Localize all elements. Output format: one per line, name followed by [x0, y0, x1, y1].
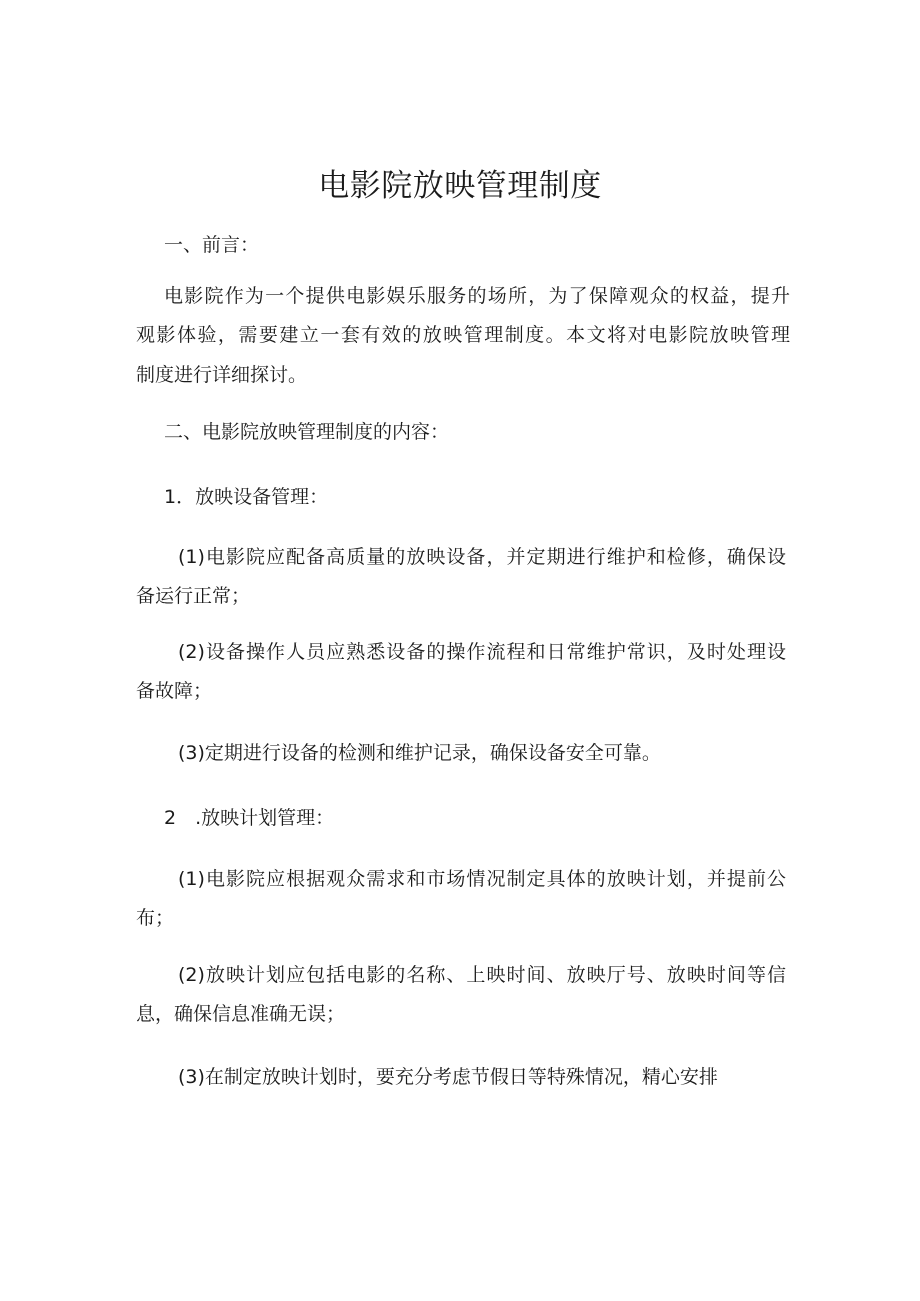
subsection-heading-schedule: 2 .放映计划管理：: [164, 807, 335, 829]
paragraph-line: 电影院作为一个提供电影娱乐服务的场所，为了保障观众的权益，提升: [164, 285, 790, 307]
paragraph-line: 观影体验，需要建立一套有效的放映管理制度。本文将对电影院放映管理: [136, 324, 790, 346]
document-title: 电影院放映管理制度: [318, 168, 602, 204]
subsection-heading-equipment: 1．放映设备管理：: [164, 486, 329, 508]
list-item-line: (2)放映计划应包括电影的名称、上映时间、放映厅号、放映时间等信: [178, 964, 786, 986]
list-item-line: (3)在制定放映计划时，要充分考虑节假日等特殊情况，精心安排: [178, 1066, 718, 1088]
list-item-line: (1)电影院应根据观众需求和市场情况制定具体的放映计划，并提前公: [178, 868, 786, 890]
list-item-line: (2)设备操作人员应熟悉设备的操作流程和日常维护常识，及时处理设: [178, 641, 786, 663]
list-item-line: 布；: [136, 907, 175, 929]
paragraph-line: 制度进行详细探讨。: [136, 364, 308, 386]
section-heading-content: 二、电影院放映管理制度的内容：: [164, 421, 450, 443]
list-item-line: (1)电影院应配备高质量的放映设备，并定期进行维护和检修，确保设: [178, 546, 786, 568]
list-item-line: (3)定期进行设备的检测和维护记录，确保设备安全可靠。: [178, 742, 661, 764]
list-item-line: 息，确保信息准确无误；: [136, 1003, 346, 1025]
list-item-line: 备运行正常；: [136, 585, 251, 607]
list-item-line: 备故障；: [136, 680, 213, 702]
section-heading-preface: 一、前言：: [164, 234, 260, 256]
